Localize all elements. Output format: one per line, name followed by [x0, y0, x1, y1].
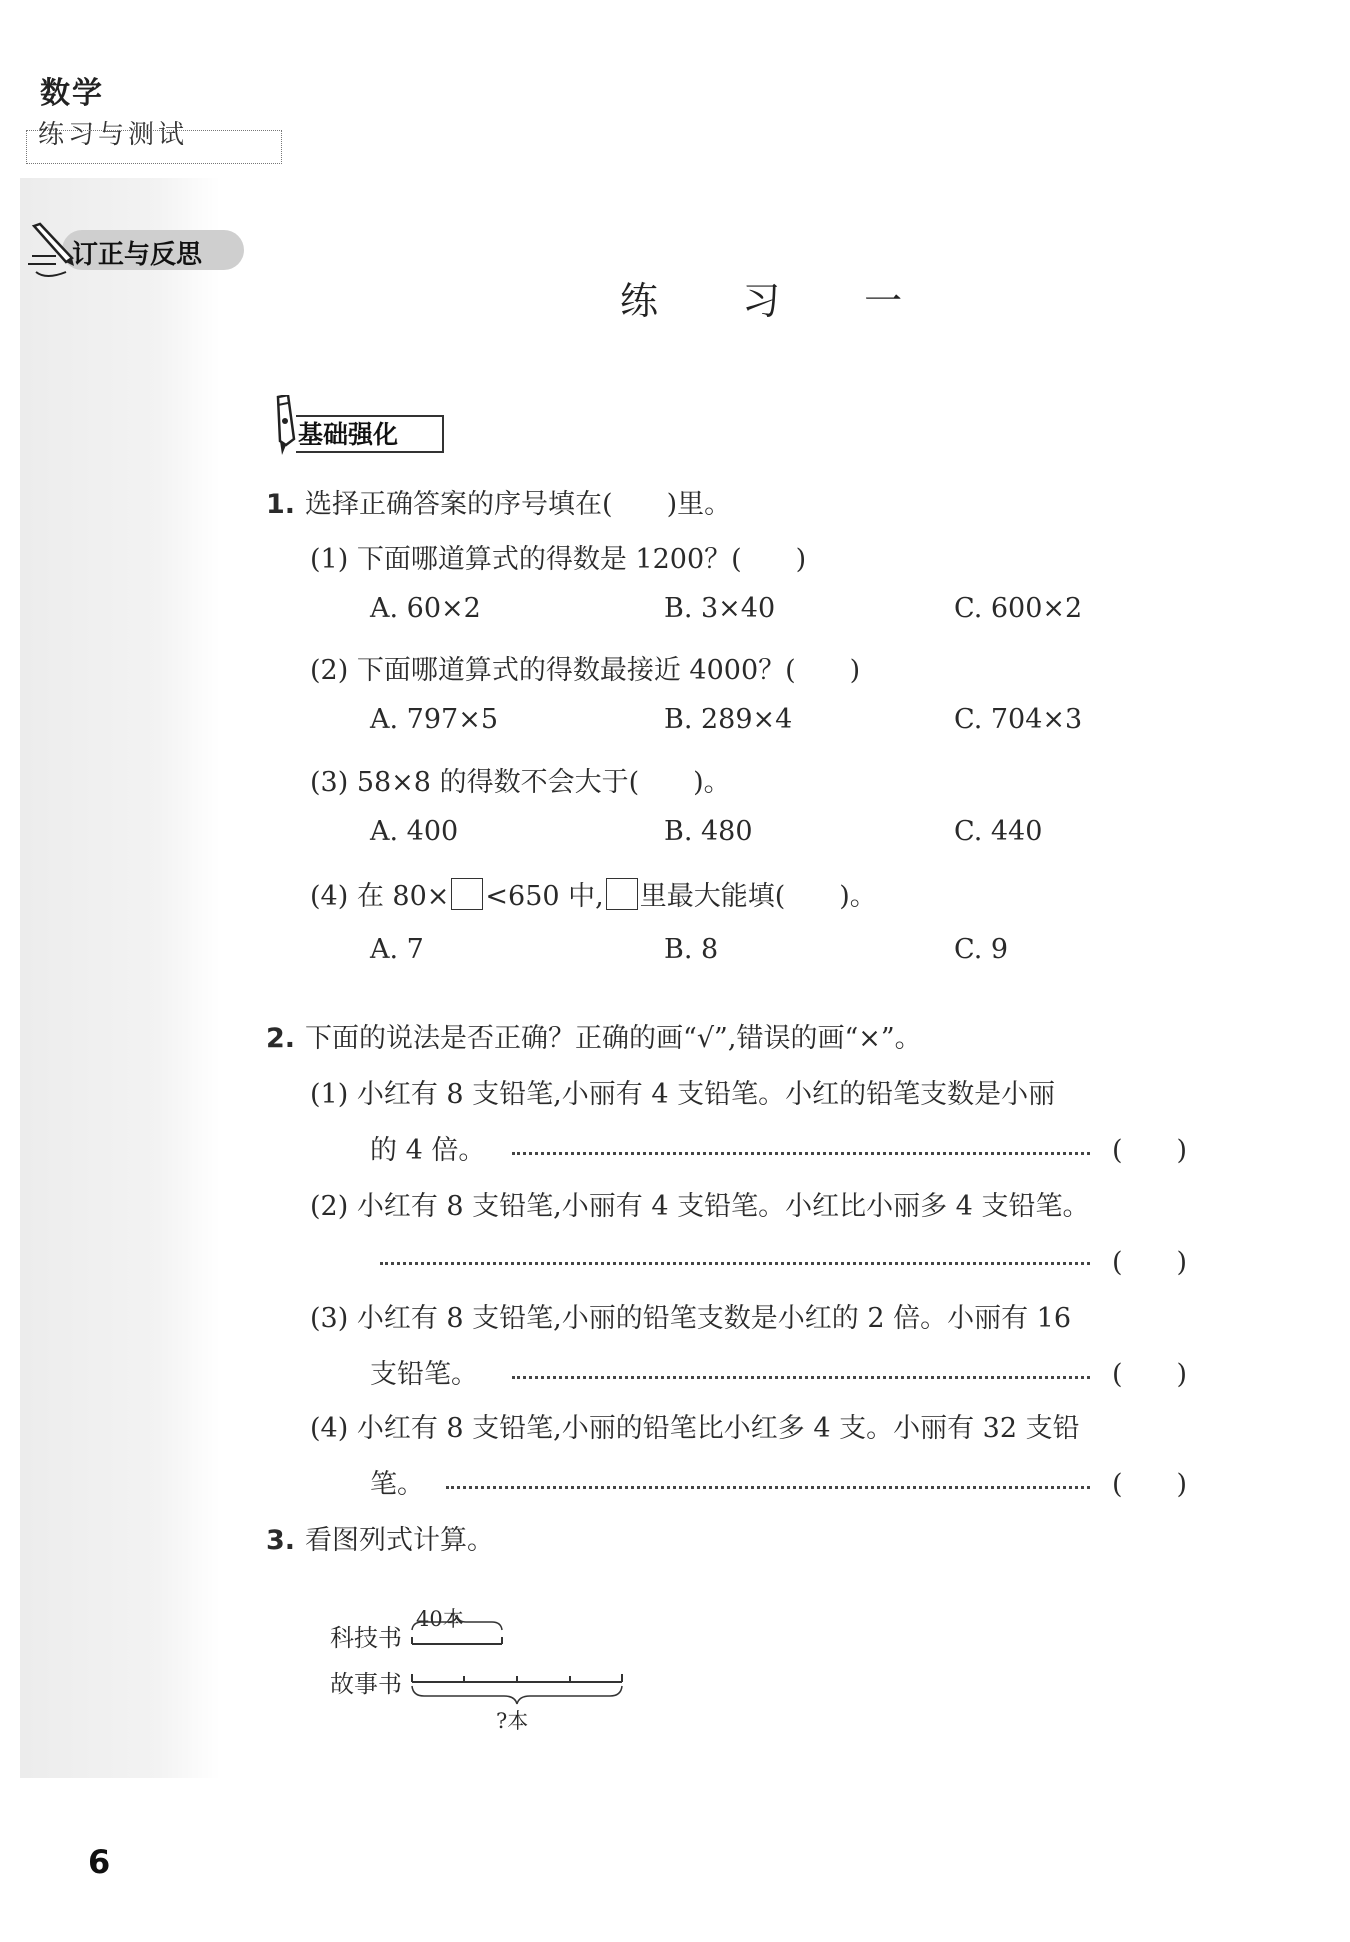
q2-item-3-line2: 支铅笔。 [370, 1359, 478, 1390]
header-dotted-box [26, 130, 282, 164]
stem-part: <650 中, [485, 881, 604, 912]
question-2 [266, 1016, 922, 1055]
answer-paren[interactable]: ( ) [1112, 1135, 1188, 1166]
answer-paren[interactable]: ( ) [1112, 1359, 1188, 1390]
book-title: 练习与测试 [38, 120, 189, 150]
answer-paren[interactable]: ( ) [1112, 1469, 1188, 1500]
question-number: 3. [266, 1525, 296, 1556]
section-label: 基础强化 [298, 420, 399, 449]
dotted-leader [380, 1262, 1090, 1265]
q2-item-3-line1: (3) 小红有 8 支铅笔,小丽的铅笔支数是小红的 2 倍。小丽有 16 [310, 1303, 1072, 1334]
badge-label: 订正与反思 [72, 240, 203, 270]
question-text: 下面的说法是否正确？正确的画“√”,错误的画“×”。 [305, 1023, 922, 1054]
option-c: C. 704×3 [954, 704, 1083, 735]
stem-part: 里最大能填( )。 [639, 881, 877, 912]
q1-item-2: (2) 下面哪道算式的得数最接近 4000？( ) [310, 655, 861, 686]
option-b: B. 3×40 [664, 593, 776, 624]
section-badge [268, 395, 448, 455]
option-c: C. 440 [954, 816, 1043, 847]
question-number: 2. [266, 1023, 296, 1054]
row1-value: 40本 [416, 1607, 464, 1631]
option-c: C. 600×2 [954, 593, 1083, 624]
question-1 [266, 482, 731, 521]
page-title: 练 习 一 [620, 279, 939, 323]
row1-label: 科技书 [330, 1624, 402, 1652]
stem-part: (4) 在 80× [310, 881, 450, 912]
q1-item-1: (1) 下面哪道算式的得数是 1200？( ) [310, 544, 807, 575]
q2-item-1-line2: 的 4 倍。 [370, 1135, 486, 1166]
correction-badge [26, 226, 220, 274]
answer-paren[interactable]: ( ) [1112, 1247, 1188, 1278]
question-3 [266, 1518, 494, 1557]
dotted-leader [512, 1152, 1090, 1155]
option-a: A. 400 [370, 816, 459, 847]
question-number: 1. [266, 489, 296, 520]
row2-brace [412, 1686, 622, 1704]
option-c: C. 9 [954, 934, 1009, 965]
line-segment-diagram [320, 1600, 640, 1740]
blank-box[interactable] [451, 878, 483, 910]
q1-item-4 [310, 874, 877, 913]
page-number: 6 [88, 1843, 111, 1881]
option-a: A. 7 [370, 934, 424, 965]
option-b: B. 8 [664, 934, 719, 965]
correction-margin [20, 178, 220, 1778]
option-a: A. 60×2 [370, 593, 481, 624]
q2-item-1-line1: (1) 小红有 8 支铅笔,小丽有 4 支铅笔。小红的铅笔支数是小丽 [310, 1079, 1056, 1110]
question-text: 选择正确答案的序号填在( )里。 [305, 489, 732, 520]
row2-label: 故事书 [330, 1670, 402, 1698]
subject-label: 数学 [40, 76, 104, 111]
dotted-leader [512, 1376, 1090, 1379]
q2-item-2-line1: (2) 小红有 8 支铅笔,小丽有 4 支铅笔。小红比小丽多 4 支铅笔。 [310, 1191, 1090, 1222]
blank-box[interactable] [606, 878, 638, 910]
option-a: A. 797×5 [370, 704, 498, 735]
option-b: B. 480 [664, 816, 753, 847]
question-text: 看图列式计算。 [305, 1525, 495, 1556]
row2-value: ?本 [496, 1709, 529, 1733]
q2-item-4-line1: (4) 小红有 8 支铅笔,小丽的铅笔比小红多 4 支。小丽有 32 支铅 [310, 1413, 1080, 1444]
dotted-leader [446, 1486, 1090, 1489]
q1-item-3: (3) 58×8 的得数不会大于( )。 [310, 767, 731, 798]
option-b: B. 289×4 [664, 704, 793, 735]
q2-item-4-line2: 笔。 [370, 1469, 424, 1500]
